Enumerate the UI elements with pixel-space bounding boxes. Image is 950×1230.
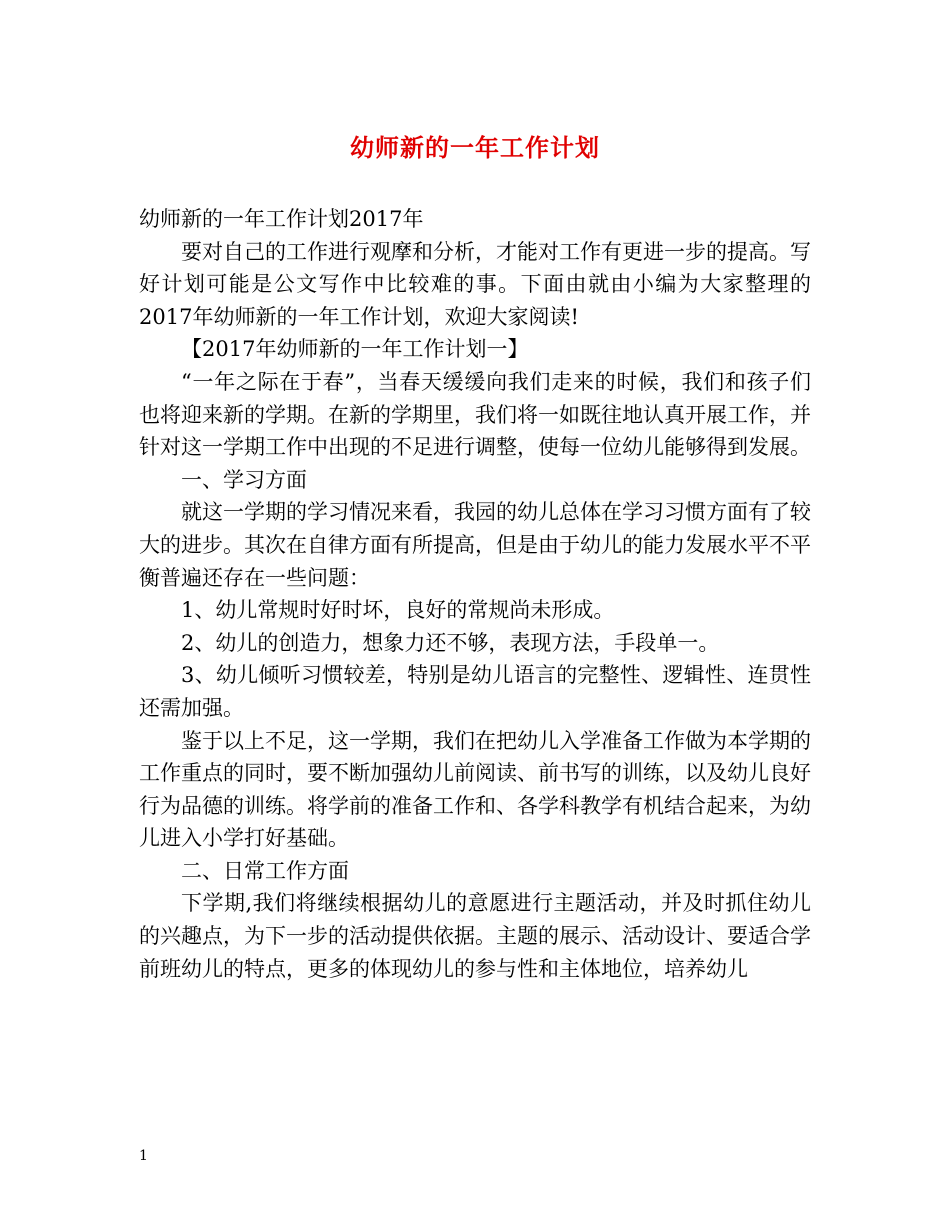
section-heading-study: 一、学习方面	[181, 467, 307, 492]
list-item-1: 1、幼儿常规时好时坏，良好的常规尚未形成。	[181, 598, 615, 623]
paragraph-improvement: 鉴于以上不足，这一学期，我们在把幼儿入学准备工作做为本学期的工作重点的同时，要不断加强幼儿前阅读、前书写的训练，以及幼儿良好行为品德的训练。将学前的准备工作和、各学科教学有机结合起来，为幼儿进入小学打好基础。	[139, 728, 811, 851]
list-item-2: 2、幼儿的创造力，想象力还不够，表现方法，手段单一。	[181, 630, 720, 655]
list-item-3: 3、幼儿倾听习惯较差，特别是幼儿语言的完整性、逻辑性、连贯性还需加强。	[139, 663, 811, 720]
document-title: 幼师新的一年工作计划	[350, 133, 600, 162]
section-heading-plan-one: 【2017年幼师新的一年工作计划一】	[181, 337, 529, 362]
paragraph-next-term: 下学期,我们将继续根据幼儿的意愿进行主题活动，并及时抓住幼儿的兴趣点，为下一步的活动提供依据。主题的展示、活动设计、要适合学前班幼儿的特点，更多的体现幼儿的参与性和主体地位，培养幼儿	[139, 891, 811, 981]
paragraph-spring: “一年之际在于春”，当春天缓缓向我们走来的时候，我们和孩子们也将迎来新的学期。在新的学期里，我们将一如既往地认真开展工作，并针对这一学期工作中出现的不足进行调整，使每一位幼儿能够得到发展。	[139, 369, 811, 460]
section-heading-daily-work: 二、日常工作方面	[181, 858, 349, 883]
paragraph-intro: 要对自己的工作进行观摩和分析，才能对工作有更进一步的提高。写好计划可能是公文写作中比较难的事。下面由就由小编为大家整理的2017年幼师新的一年工作计划，欢迎大家阅读!	[139, 239, 811, 329]
document-subtitle: 幼师新的一年工作计划2017年	[139, 207, 424, 231]
document-body	[139, 203, 811, 985]
paragraph-study-situation: 就这一学期的学习情况来看，我园的幼儿总体在学习习惯方面有了较大的进步。其次在自律方面有所提高，但是由于幼儿的能力发展水平不平衡普遍还存在一些问题：	[139, 500, 811, 590]
page-number: 1	[139, 1148, 148, 1164]
